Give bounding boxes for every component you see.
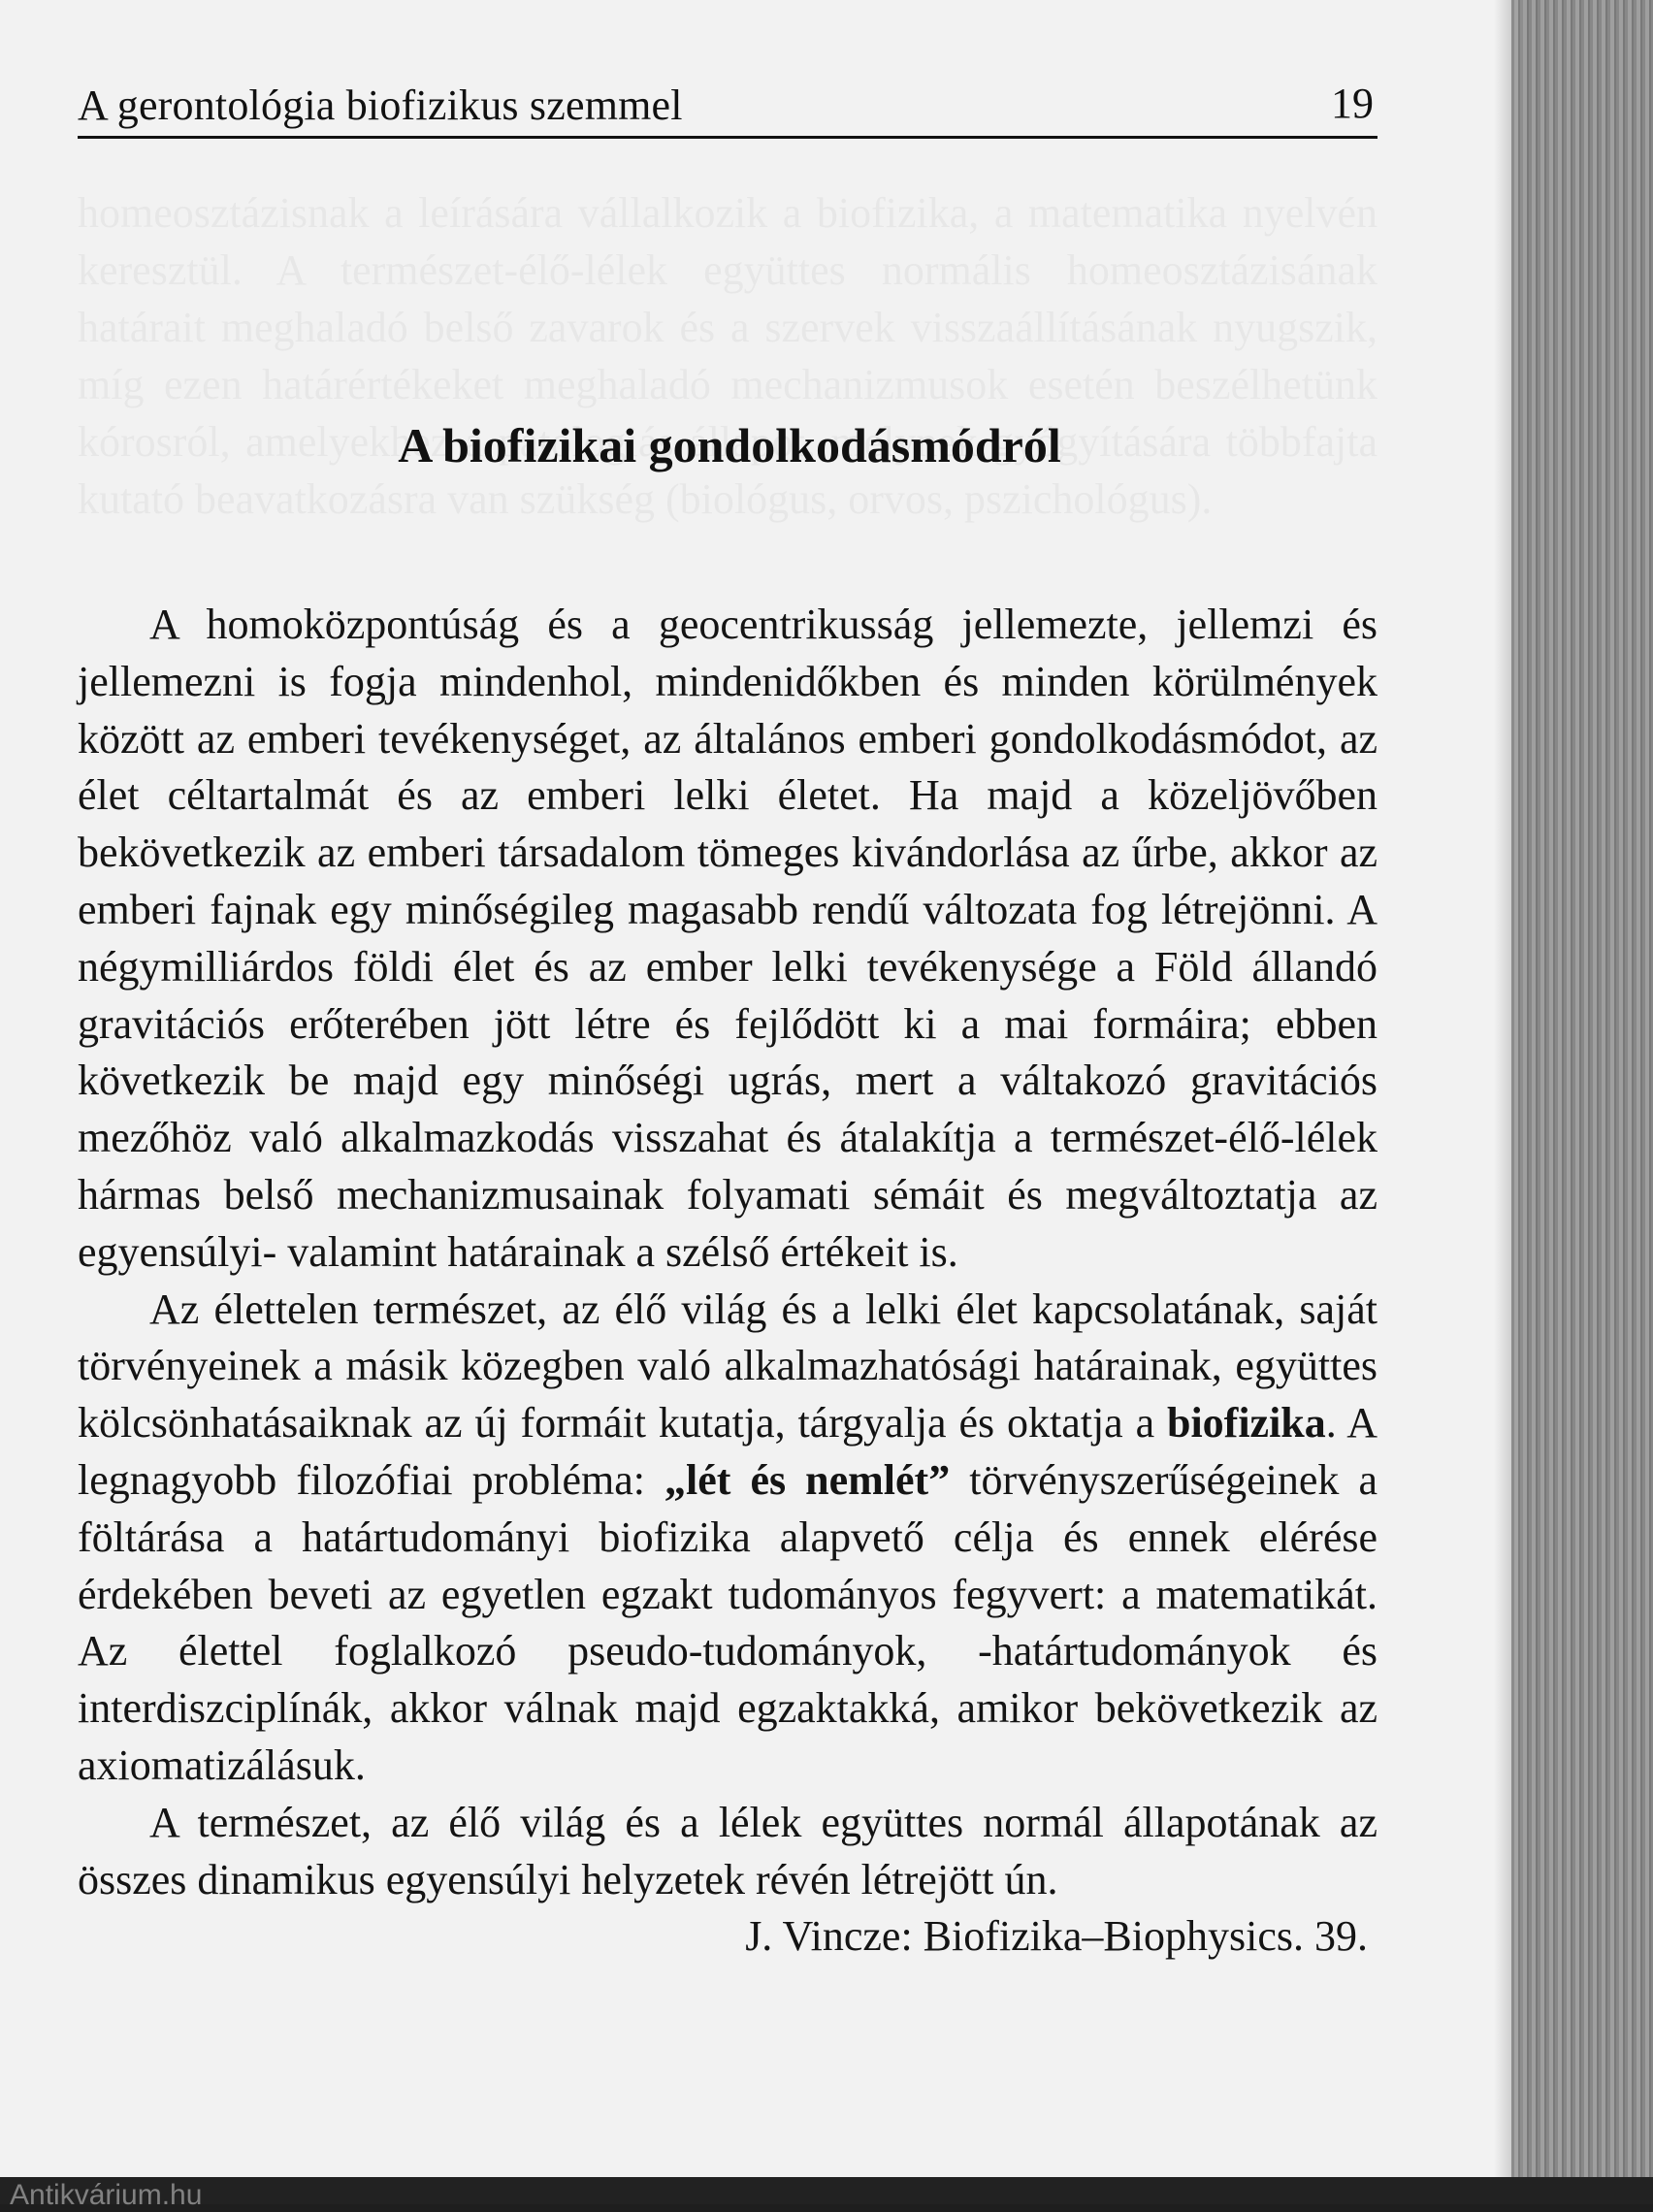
bold-term-biofizika: biofizika [1166, 1399, 1326, 1448]
bottom-shadow-strip [0, 2177, 1653, 2204]
paragraph-2 [78, 1282, 1378, 1795]
page-number: 19 [1331, 80, 1374, 127]
paragraph-3: A természet, az élő világ és a lélek együttes normál állapotának az összes dinamikus egyensúlyi helyzetek révén létrejött ún. [78, 1798, 1378, 1903]
watermark: Antikvárium.hu [10, 2179, 203, 2211]
running-header [78, 62, 1378, 139]
bleed-through-text [78, 184, 1378, 528]
bold-term-let-es-nemlet: „lét és nemlét” [664, 1455, 951, 1504]
paragraph-1: A homoközpontúság és a geocentrikusság jellemezte, jellemzi és jellemezni is fogja mindenhol, mindenidőkben és minden körülmények között az emberi tevékenységet, az általános emberi gondolkodásmódot, az élet céltartalmát és az emberi lelki életet. Ha majd a közeljövőben bekövetkezik az emberi társadalom tömeges kivándorlása az űrbe, akkor az emberi fajnak egy minőségileg magasabb rendű változata fog létrejönni. A négymilliárdos földi élet és az ember lelki tevékenysége a Föld állandó gravitációs erőterében jött létre és fejlődött ki a mai formáira; ebben következik be majd egy minőségi ugrás, mert a váltakozó gravitációs mezőhöz való alkalmazkodás visszahat és átalakítja a természet-élő-lélek hármas belső mechanizmusainak folyamati sémáit és megváltoztatja az egyensúlyi- valamint határainak a szélső értékeit is. [78, 601, 1378, 1276]
page-stack-edge [1511, 0, 1653, 2204]
body-text [78, 597, 1378, 1966]
paragraph-2-part-b: . A legnagyobb filozófiai probléma: [78, 1399, 1378, 1504]
running-header-title: A gerontológia biofizikus szemmel [78, 81, 683, 129]
paragraph-2-part-c: törvényszerűségeinek a föltárása a határtudományi biofizika alapvető célja és ennek elérése érdekében beveti az egyetlen egzakt tudományos fegyvert: a matematikát. Az élettel foglalkozó pseudo-tudományok, -határtudományok és interdiszciplínák, akkor válnak majd egzaktakká, amikor bekövetkezik az axiomatizálásuk. [78, 1455, 1378, 1789]
citation: J. Vincze: Biofizika–Biophysics. 39. [745, 1912, 1368, 1961]
paragraph-2-part-a: Az élettelen természet, az élő világ és a lelki élet kapcsolatának, saját törvényeinek a másik közegben való alkalmazhatósági határainak, együttes kölcsönhatásaiknak az új formáit kutatja, tárgyalja és oktatja a [78, 1285, 1378, 1448]
section-title: A biofizikai gondolkodásmódról [398, 418, 1061, 472]
